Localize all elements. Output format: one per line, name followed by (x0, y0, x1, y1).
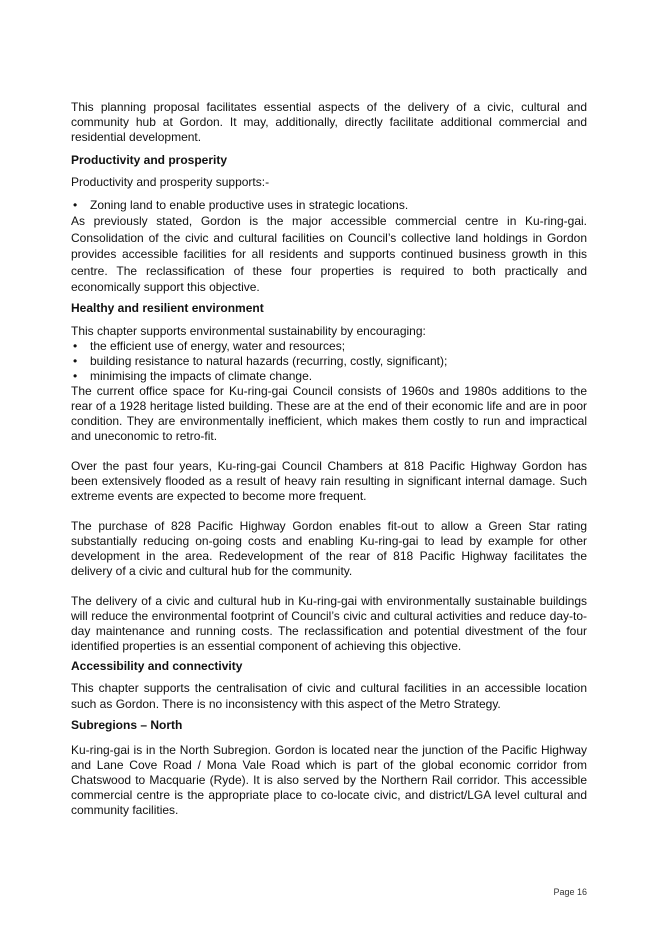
subregions-paragraph: Ku-ring-gai is in the North Subregion. Gordon is located near the junction of the Pacific Highway and Lane Cove Road / Mona Vale Road which is part of the global economic corridor from Chatswood to Macquarie (Ryde). It is also served by the Northern Rail corridor. This accessible commercial centre is the appropriate place to co-locate civic, and district/LGA level cultural and community facilities. (71, 742, 587, 817)
environment-intro: This chapter supports environmental sustainability by encouraging: (71, 323, 426, 338)
flooding-paragraph: Over the past four years, Ku-ring-gai Council Chambers at 818 Pacific Highway Gordon has been extensively flooded as a result of heavy rain resulting in significant internal damage. Such extreme events are expected to become more frequent. (71, 458, 587, 503)
bullet-icon: • (73, 338, 78, 353)
accessibility-paragraph: This chapter supports the centralisation of civic and cultural facilities in an accessible location such as Gordon. There is no inconsistency with this aspect of the Metro Strategy. (71, 680, 587, 711)
environment-heading: Healthy and resilient environment (71, 300, 264, 315)
document-body (71, 100, 587, 818)
productivity-heading: Productivity and prosperity (71, 153, 228, 167)
productivity-subtitle: Productivity and prosperity supports:- (71, 175, 270, 189)
bullet-icon: • (73, 353, 78, 368)
productivity-bullet-list (71, 198, 587, 213)
productivity-paragraph: As previously stated, Gordon is the major accessible commercial centre in Ku-ring-gai. Consolidation of the civic and cultural facilities on Council’s collective land holdings in Gordon provides accessible facilities for all residents and supports continued business growth in this centre. The reclassification of these four properties is required to both practically and economically support this objective. (71, 214, 587, 294)
bullet-icon: • (73, 368, 78, 383)
environment-bullet-list (71, 339, 587, 384)
office-space-paragraph: The current office space for Ku-ring-gai Council consists of 1960s and 1980s additions to the rear of a 1928 heritage listed building. These are at the end of their economic life and are in poor condition. They are environmentally inefficient, which makes them costly to run and impractical and uneconomic to retro-fit. (71, 383, 587, 443)
accessibility-heading: Accessibility and connectivity (71, 658, 243, 673)
subregions-heading: Subregions – North (71, 717, 183, 732)
bullet-icon: • (73, 198, 78, 212)
page-number: Page 16 (553, 887, 587, 897)
list-item: • Zoning land to enable productive uses in strategic locations. (73, 198, 409, 212)
delivery-paragraph: The delivery of a civic and cultural hub in Ku-ring-gai with environmentally sustainable buildings will reduce the environmental footprint of Council’s civic and cultural activities and reduce day-to-day maintenance and running costs. The reclassification and potential divestment of the four identified properties is an essential component of achieving this objective. (71, 593, 587, 653)
purchase-paragraph: The purchase of 828 Pacific Highway Gordon enables fit-out to allow a Green Star rating substantially reducing on-going costs and enabling Ku-ring-gai to lead by example for other development in the area. Redevelopment of the rear of 818 Pacific Highway facilitates the delivery of a civic and cultural hub for the community. (71, 518, 587, 578)
list-item: • building resistance to natural hazards (recurring, costly, significant); (73, 353, 448, 368)
list-item: • minimising the impacts of climate change. (73, 368, 313, 383)
intro-paragraph: This planning proposal facilitates essential aspects of the delivery of a civic, cultural and community hub at Gordon. It may, additionally, directly facilitate additional commercial and residential development. (71, 100, 587, 144)
list-item: • the efficient use of energy, water and resources; (73, 338, 346, 353)
